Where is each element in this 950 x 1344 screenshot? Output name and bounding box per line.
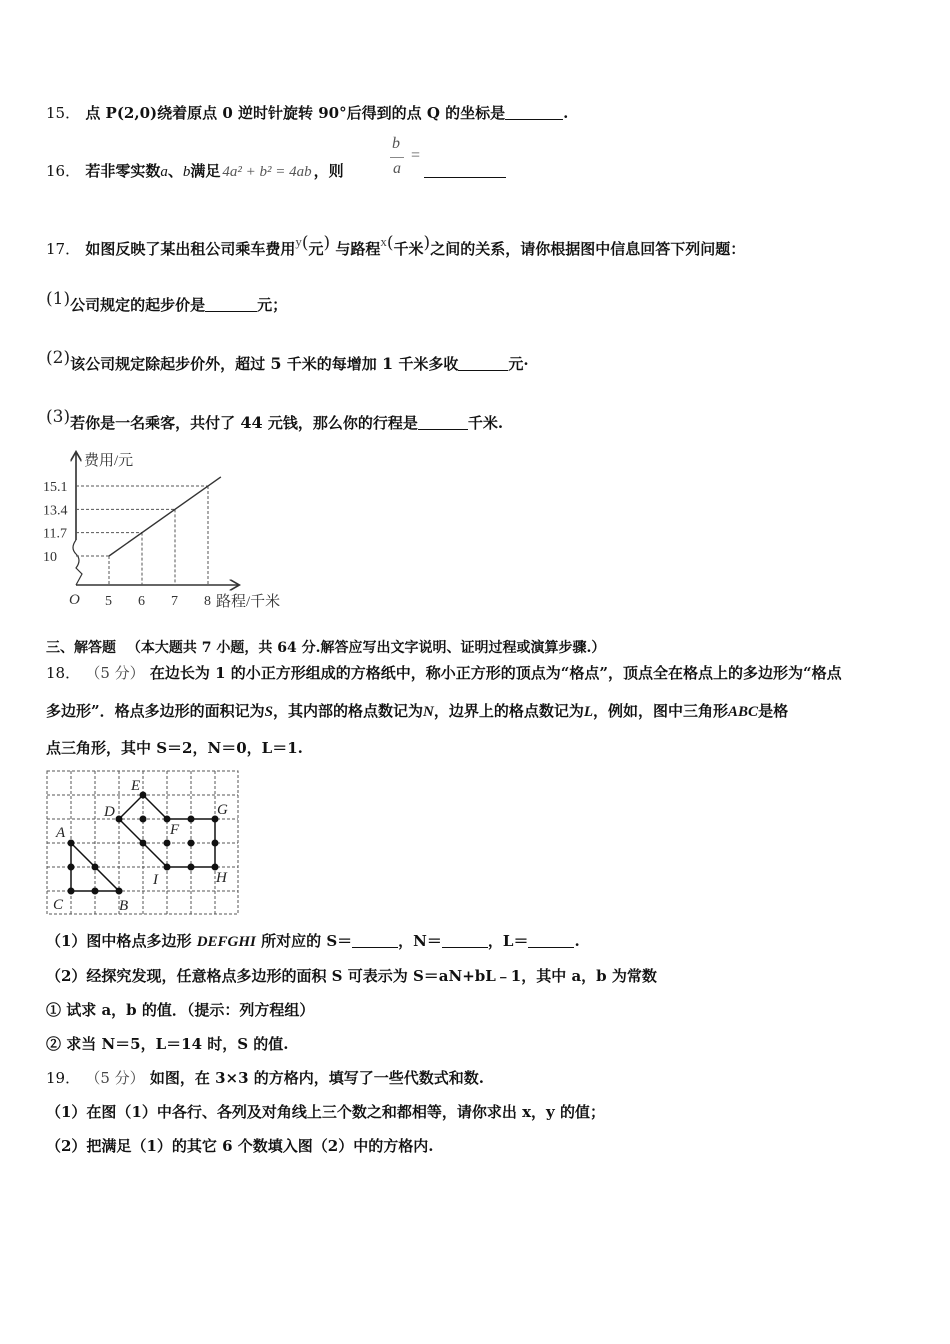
label-I: I bbox=[153, 872, 158, 888]
polygon-name: DEFGHI bbox=[196, 934, 256, 950]
text: ，边界上的格点数记为 bbox=[433, 702, 584, 720]
text: ，其内部的格点数记为 bbox=[272, 702, 423, 720]
sub-text: 所对应的 S＝ bbox=[261, 932, 353, 950]
question-score: （5 分） bbox=[85, 664, 145, 682]
var-y: y bbox=[295, 234, 302, 249]
x-tick-label: 8 bbox=[204, 594, 211, 609]
y-axis-label: 费用/元 bbox=[84, 453, 134, 469]
question-number: 16． bbox=[46, 162, 81, 180]
sub-text: ② 求当 N＝5，L＝14 时，S 的值. bbox=[46, 1035, 289, 1053]
fraction-numerator: b bbox=[392, 135, 400, 152]
q18-line-3 bbox=[46, 738, 303, 758]
sub-text-3: 千米多收 bbox=[398, 355, 459, 373]
equals-sign: = bbox=[411, 147, 421, 164]
q17-sub-2 bbox=[46, 348, 529, 374]
origin-label: O bbox=[69, 592, 80, 608]
question-number: 17． bbox=[46, 240, 81, 258]
triangle-ABC: ABC bbox=[728, 704, 759, 720]
label-E: E bbox=[131, 778, 141, 794]
q18-sub-1 bbox=[46, 931, 580, 952]
section-note: （本大题共 7 小题，共 64 分.解答应写出文字说明、证明过程或演算步骤.） bbox=[126, 640, 606, 656]
var-b: b bbox=[182, 164, 191, 180]
question-text-3: ，则 bbox=[313, 162, 344, 180]
sub-text: （2）把满足（1）的其它 6 个数填入图（2）中的方格内. bbox=[46, 1137, 434, 1155]
paren-close: ) bbox=[323, 233, 331, 253]
sub-text: ① 试求 a，b 的值．（提示：列方程组） bbox=[46, 1001, 315, 1019]
paren-open: ( bbox=[301, 233, 309, 253]
period: . bbox=[574, 932, 580, 950]
number-1: 1 bbox=[381, 354, 394, 373]
sub-text-2: 元钱，那么你的行程是 bbox=[267, 414, 418, 432]
label-G: G bbox=[217, 802, 228, 818]
answer-blank-l bbox=[528, 933, 574, 948]
question-text: 如图反映了某出租公司乘车费用 bbox=[85, 240, 296, 258]
sub-label: (3) bbox=[46, 407, 71, 427]
sub-text: （1）图中格点多边形 bbox=[46, 932, 192, 950]
y-tick-label: 13.4 bbox=[43, 503, 68, 519]
var-x: x bbox=[380, 234, 387, 249]
label-A: A bbox=[56, 825, 66, 841]
text: 点三角形，其中 S＝2，N＝0，L＝1. bbox=[46, 739, 303, 757]
question-text-3: 之间的关系，请你根据图中信息回答下列问题： bbox=[430, 240, 746, 258]
question-text: 在边长为 1 的小正方形组成的方格纸中，称小正方形的顶点为“格点”，顶点全在格点上的多边形为“格点 bbox=[149, 664, 842, 682]
var-N: N bbox=[423, 704, 434, 720]
q19-sub-2 bbox=[46, 1136, 433, 1156]
q18-line-1 bbox=[46, 663, 842, 683]
q18-sub-2-i bbox=[46, 1000, 314, 1020]
question-text: 若非零实数 bbox=[85, 162, 161, 180]
number-44: 44 bbox=[240, 413, 263, 432]
question-16 bbox=[46, 161, 344, 182]
sub-label: (1) bbox=[46, 289, 71, 309]
answer-blank-s bbox=[352, 933, 398, 948]
answer-blank bbox=[458, 356, 508, 371]
answer-blank bbox=[505, 105, 563, 120]
question-text-2: 与路程 bbox=[335, 240, 381, 258]
section-3-header bbox=[46, 638, 605, 658]
sub-text: （1）在图（1）中各行、各列及对角线上三个数之和都相等，请你求出 x，y 的值； bbox=[46, 1103, 605, 1121]
sub-text-2: 元； bbox=[257, 296, 288, 314]
fraction-denominator: a bbox=[393, 160, 401, 177]
number-5: 5 bbox=[270, 354, 282, 373]
x-tick-label: 5 bbox=[105, 594, 112, 609]
x-tick-label: 7 bbox=[171, 594, 178, 609]
question-number: 15． bbox=[46, 104, 81, 122]
question-15 bbox=[46, 103, 568, 123]
sub-text-3: 千米. bbox=[467, 414, 504, 432]
sub-text: （2）经探究发现，任意格点多边形的面积 S 可表示为 S＝aN+bL﹣1，其中 a，b 为常数 bbox=[46, 967, 657, 985]
equation: 4a² + b² = 4ab bbox=[222, 164, 312, 180]
label-D: D bbox=[104, 804, 115, 820]
sub-text: 若你是一名乘客，共付了 bbox=[70, 414, 236, 432]
answer-blank bbox=[424, 177, 506, 178]
question-score: （5 分） bbox=[85, 1069, 145, 1087]
question-text: 如图，在 3×3 的方格内，填写了一些代数式和数. bbox=[149, 1069, 484, 1087]
label-B: B bbox=[119, 898, 129, 914]
paren-open: ( bbox=[386, 233, 394, 253]
q19-sub-1 bbox=[46, 1102, 605, 1122]
var-L: L bbox=[583, 704, 594, 720]
sub-text: ，L＝ bbox=[487, 932, 529, 950]
question-number: 19． bbox=[46, 1069, 81, 1087]
separator: 、 bbox=[167, 162, 183, 180]
text: ，例如，图中三角形 bbox=[593, 702, 729, 720]
text: 是格 bbox=[758, 702, 789, 720]
question-19 bbox=[46, 1068, 484, 1088]
sub-text: 公司规定的起步价是 bbox=[70, 296, 206, 314]
text: 多边形”．格点多边形的面积记为 bbox=[46, 702, 265, 720]
period: . bbox=[563, 104, 569, 122]
q17-sub-1 bbox=[46, 289, 287, 315]
var-S: S bbox=[264, 704, 273, 720]
axis-break bbox=[73, 540, 82, 585]
y-tick-label: 11.7 bbox=[43, 526, 67, 542]
question-17 bbox=[46, 232, 745, 259]
x-axis-label: 路程/千米 bbox=[216, 594, 281, 610]
q18-line-2 bbox=[46, 701, 788, 722]
y-unit: 元 bbox=[308, 240, 324, 258]
sub-text-2: 千米的每增加 bbox=[286, 355, 377, 373]
sub-label: (2) bbox=[46, 348, 71, 368]
sub-text: 该公司规定除起步价外，超过 bbox=[70, 355, 266, 373]
fare-line bbox=[109, 477, 221, 556]
fare-distance-chart bbox=[40, 445, 300, 620]
q18-sub-2 bbox=[46, 966, 657, 986]
paren-close: ) bbox=[423, 233, 431, 253]
question-text: 点 P(2,0)绕着原点 0 逆时针旋转 90°后得到的点 Q 的坐标是 bbox=[85, 104, 506, 122]
answer-blank-n bbox=[442, 933, 488, 948]
var-a: a bbox=[160, 164, 168, 180]
y-tick-label: 15.1 bbox=[43, 480, 68, 495]
section-title: 三、解答题 bbox=[46, 640, 116, 656]
question-number: 18． bbox=[46, 664, 81, 682]
answer-blank bbox=[418, 415, 468, 430]
x-unit: 千米 bbox=[393, 240, 424, 258]
question-text-2: 满足 bbox=[190, 162, 221, 180]
lattice-grid-figure bbox=[46, 770, 240, 917]
label-C: C bbox=[53, 897, 64, 913]
q18-sub-2-ii bbox=[46, 1034, 289, 1054]
answer-blank bbox=[205, 297, 257, 312]
fraction-bar bbox=[390, 157, 404, 158]
q17-sub-3 bbox=[46, 407, 503, 433]
sub-text-4: 元· bbox=[508, 355, 529, 373]
y-tick-label: 10 bbox=[43, 550, 57, 565]
sub-text: ，N＝ bbox=[398, 932, 442, 950]
x-tick-label: 6 bbox=[138, 594, 145, 609]
label-F: F bbox=[170, 822, 180, 838]
label-H: H bbox=[216, 870, 227, 886]
